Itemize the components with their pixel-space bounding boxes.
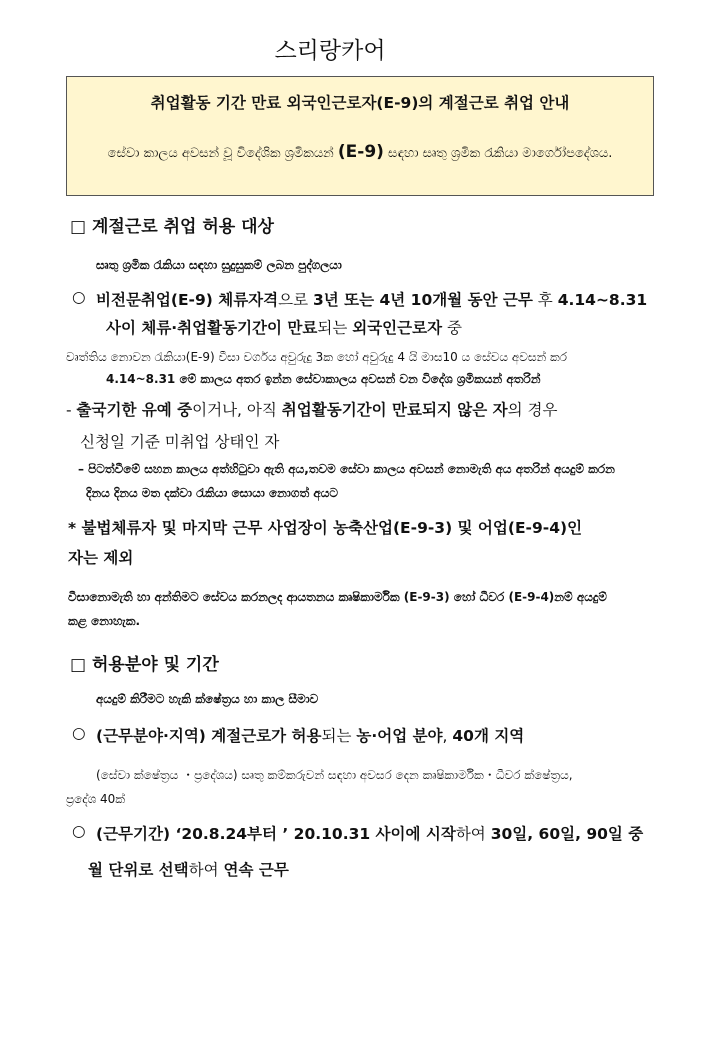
s1-dash-line1: - 출국기한 유예 중이거나, 아직 취업활동기간이 만료되지 않은 자의 경우 (66, 401, 558, 419)
s1-bullet1-si-line1: වෘත්තිය නොවන රැකියා(E-9) වීසා වර්ගය අවුරුදු 3ක හෝ අවුරුදු 4 යි මාස10 ය සේවය අවසන් කර (66, 350, 568, 364)
banner-si-part-a: සේවා කාලය අවසන් වූ විදේශික ශ්‍රමිකයන් (107, 146, 338, 161)
banner-si-visa-code: (E-9) (337, 142, 384, 162)
s1-bullet1-line1: 비전문취업(E-9) 체류자격으로 3년 또는 4년 10개월 동안 근무 후 4.14~8.31 (96, 291, 648, 309)
section1-heading (70, 212, 274, 237)
s1-bullet1-line2: 사이 체류·취업활동기간이 만료되는 외국인근로자 중 (106, 319, 462, 337)
section2-heading-text: 허용분야 및 기간 (91, 655, 219, 675)
section1-heading-text: 계절근로 취업 허용 대상 (91, 217, 274, 237)
s1-bullet1-si-line2: 4.14~8.31 මේ කාලය අතර ඉන්න සේවාකාලය අවසන් වන විදේශ ශ්‍රමිකයන් අතරින් (106, 372, 541, 386)
s2-bullet2-line2: 월 단위로 선택하여 연속 근무 (88, 861, 289, 879)
document-title: 스리랑카어 (274, 38, 386, 64)
checkbox-square-icon: □ (70, 655, 87, 675)
s1-note-line1: * 불법체류자 및 마지막 근무 사업장이 농축산업(E-9-3) 및 어업(E-9-4)인 (68, 519, 583, 537)
bullet-circle-icon: ○ (72, 822, 86, 840)
checkbox-square-icon: □ (70, 217, 87, 237)
bullet-circle-icon: ○ (72, 724, 86, 742)
s1-dash-si-line1: – පිටත්වීමේ සහන කාලය අත්හිටුවා ඇති අය,තවම සේවා කාලය අවසන් නොමැති අය අතරින් අයදුම් කරන (78, 462, 615, 476)
banner-si-part-b: සඳහා සෘතු ශ්‍රමික රැකියා මාර්ගෝපදේශය. (383, 146, 613, 161)
s1-dash-si-line2: දිනය දිනය මත දක්වා රැකියා සොයා නොගත් අයට (86, 486, 339, 500)
s2-bullet1-si-line2: ප්‍රදේශ 40ක් (66, 792, 126, 806)
bullet-circle-icon: ○ (72, 288, 86, 306)
section2-heading (70, 650, 219, 675)
s2-bullet1-line: (근무분야·지역) 계절근로가 허용되는 농·어업 분야, 40개 지역 (96, 727, 525, 745)
s2-bullet2-line1: (근무기간) ‘20.8.24부터 ’ 20.10.31 사이에 시작하여 30일, 60일, 90일 중 (96, 825, 644, 843)
section2-heading-si: අයදුම් කිරීමට හැකි ක්ෂේත්‍රය හා කාල සීමාව (96, 692, 319, 706)
s2-bullet1-si-line1: (සේවා ක්ෂේත්‍රය ・ප්‍රදේශය) සෘතු කම්කරුවන් සඳහා අවසර දෙන කෘෂිකාර්මික・ධීවර ක්ෂේත්‍රය, (96, 768, 573, 782)
s1-note-si-line1: වීසානොමැති හා අන්තිමට සේවය කරනලද ආයතනය කෘෂිකාර්මික (E-9-3) හෝ ධීවර (E-9-4)නම් අයදුම් (68, 590, 607, 604)
s1-note-si-line2: කළ නොහැක. (68, 614, 141, 628)
banner-korean-title: 취업활동 기간 만료 외국인근로자(E-9)의 계절근로 취업 안내 (150, 94, 570, 112)
section1-heading-si: සෘතු ශ්‍රමික රැකියා සඳහා සුදුසුකම් ලබන පුද්ගලයා (96, 258, 342, 272)
banner-sinhala-title (91, 139, 629, 167)
s1-note-line2: 자는 제외 (68, 549, 134, 567)
s1-dash-line2: 신청일 기준 미취업 상태인 자 (80, 433, 280, 451)
title-banner (66, 76, 654, 196)
